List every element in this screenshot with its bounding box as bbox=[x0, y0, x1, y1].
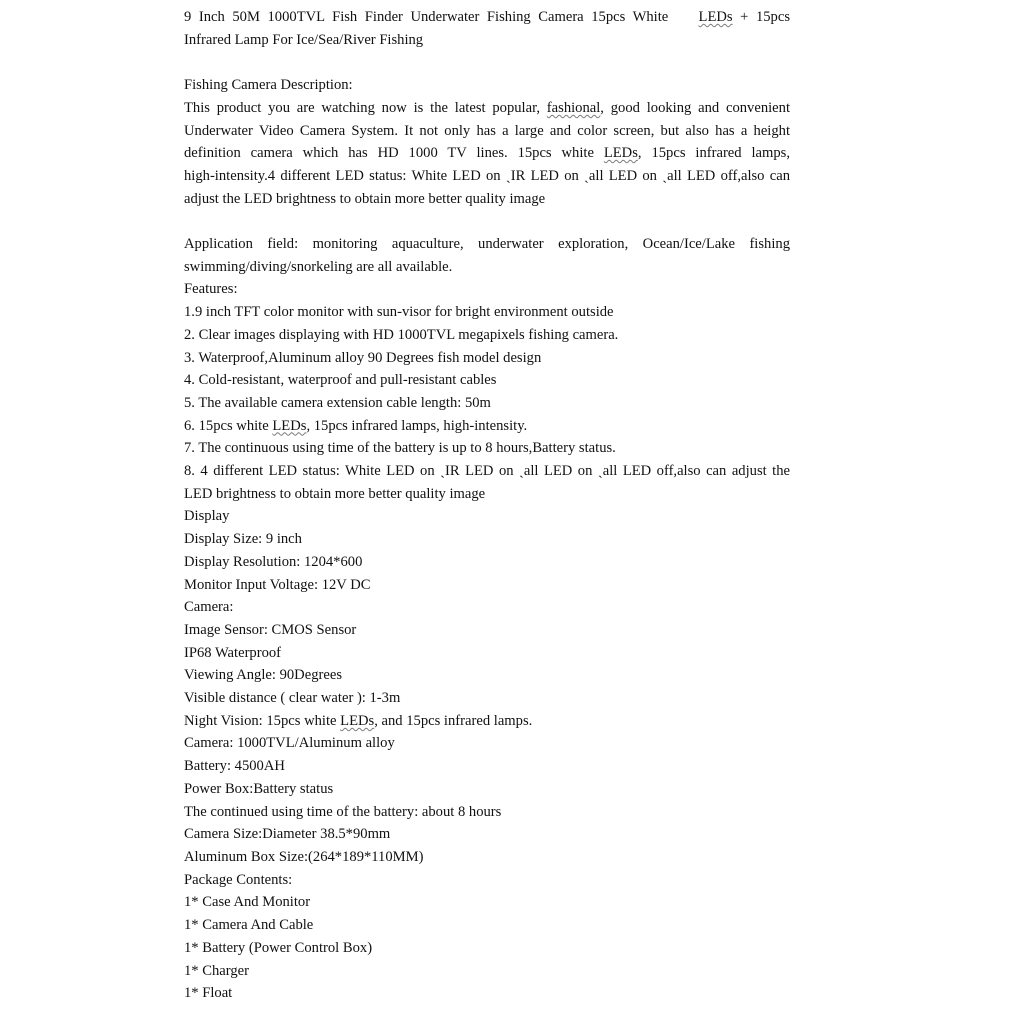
spec-line: Aluminum Box Size:(264*189*110MM) bbox=[184, 848, 424, 865]
package-item: 1* Charger bbox=[184, 962, 249, 979]
spec-line: Viewing Angle: 90Degrees bbox=[184, 667, 342, 684]
description-line-2: Underwater Video Camera System. It not only has a large and color screen, but also has a height bbox=[184, 122, 790, 139]
spec-line: Monitor Input Voltage: 12V DC bbox=[184, 576, 371, 593]
spec-line: Display Resolution: 1204*600 bbox=[184, 553, 363, 570]
feature-item: 5. The available camera extension cable length: 50m bbox=[184, 394, 491, 411]
feature-item: 6. 15pcs white LEDs, 15pcs infrared lamps, high-intensity. bbox=[184, 417, 528, 434]
feature-item: 8. 4 different LED status: White LED on ˎIR LED on ˎall LED on ˎall LED off,also can adjust the bbox=[184, 463, 790, 480]
spellcheck-word: LEDs bbox=[340, 712, 375, 729]
package-item: 1* Float bbox=[184, 985, 233, 1002]
application-line-2: swimming/diving/snorkeling are all available. bbox=[184, 258, 453, 275]
spec-line: Night Vision: 15pcs white LEDs, and 15pcs infrared lamps. bbox=[184, 712, 533, 729]
spec-line: Display Size: 9 inch bbox=[184, 531, 302, 548]
spec-line: IP68 Waterproof bbox=[184, 644, 282, 661]
spec-line: Camera: 1000TVL/Aluminum alloy bbox=[184, 735, 395, 752]
application-line-1: Application field: monitoring aquaculture, underwater exploration, Ocean/Ice/Lake fishing bbox=[184, 236, 790, 252]
title-line-1: 9 Inch 50M 1000TVL Fish Finder Underwater Fishing Camera 15pcs White LEDs + 15pcs bbox=[184, 9, 791, 25]
display-heading: Display bbox=[184, 508, 230, 525]
description-line-3: definition camera which has HD 1000 TV lines. 15pcs white LEDs, 15pcs infrared lamps, bbox=[184, 145, 790, 162]
product-document bbox=[184, 6, 790, 1005]
title-line-2: Infrared Lamp For Ice/Sea/River Fishing bbox=[184, 31, 424, 48]
spec-line: Power Box:Battery status bbox=[184, 780, 334, 797]
feature-item: 4. Cold-resistant, waterproof and pull-resistant cables bbox=[184, 372, 497, 389]
spellcheck-word: LEDs bbox=[603, 145, 638, 162]
spec-line: The continued using time of the battery: about 8 hours bbox=[184, 803, 502, 820]
spec-line: Camera Size:Diameter 38.5*90mm bbox=[184, 826, 391, 843]
package-item: 1* Case And Monitor bbox=[184, 894, 311, 911]
spec-line: Image Sensor: CMOS Sensor bbox=[184, 621, 357, 638]
feature-item: 3. Waterproof,Aluminum alloy 90 Degrees fish model design bbox=[184, 349, 542, 366]
description-line-1: This product you are watching now is the latest popular, fashional, good looking and convenient bbox=[184, 99, 790, 116]
spacer bbox=[184, 51, 790, 74]
feature-item: 1.9 inch TFT color monitor with sun-visor for bright environment outside bbox=[184, 304, 614, 321]
description-heading: Fishing Camera Description: bbox=[184, 77, 353, 94]
package-heading: Package Contents: bbox=[184, 871, 293, 888]
camera-heading: Camera: bbox=[184, 599, 234, 616]
description-line-5: adjust the LED brightness to obtain more better quality image bbox=[184, 190, 546, 207]
feature-item-continued: LED brightness to obtain more better quality image bbox=[184, 485, 486, 502]
spacer bbox=[184, 210, 790, 233]
spec-line: Battery: 4500AH bbox=[184, 758, 285, 775]
feature-item: 7. The continuous using time of the battery is up to 8 hours,Battery status. bbox=[184, 440, 616, 457]
feature-item: 2. Clear images displaying with HD 1000TVL megapixels fishing camera. bbox=[184, 326, 619, 343]
spellcheck-word: LEDs bbox=[272, 417, 307, 434]
spec-line: Visible distance ( clear water ): 1-3m bbox=[184, 690, 401, 707]
features-heading: Features: bbox=[184, 281, 238, 298]
package-item: 1* Camera And Cable bbox=[184, 917, 314, 934]
package-item: 1* Battery (Power Control Box) bbox=[184, 939, 373, 956]
description-line-4: high-intensity.4 different LED status: White LED on ˎIR LED on ˎall LED on ˎall LED off,also can bbox=[184, 167, 790, 184]
spellcheck-word: fashional bbox=[546, 99, 601, 116]
spellcheck-word: LEDs bbox=[698, 9, 733, 25]
